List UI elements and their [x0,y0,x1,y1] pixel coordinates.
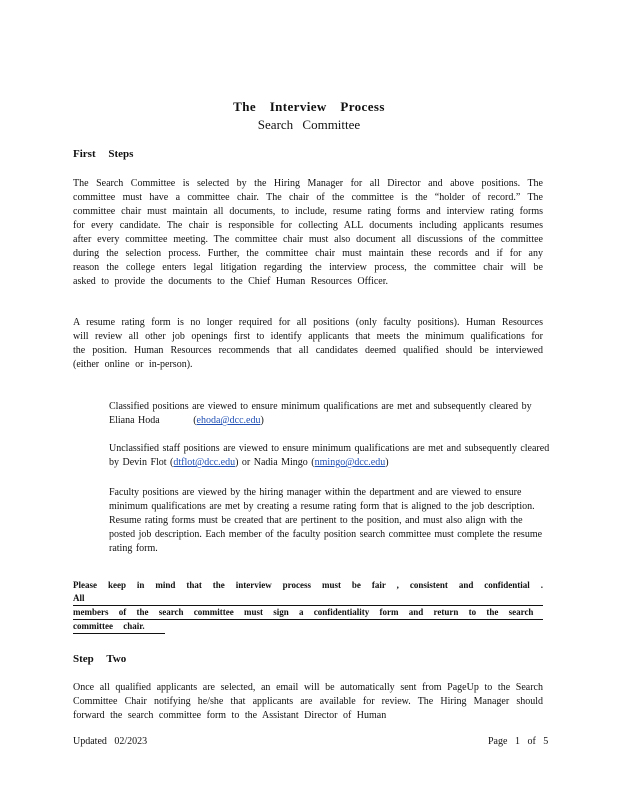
resume-rating-paragraph: A resume rating form is no longer required for all positions (only faculty positions). Human Resources will review all other job openings first to identify applicants that meets the minimum qualifications for the position. Human Resources recommends that all candidates deemed qualified should be interviewed (either online or in-person). [73,317,543,370]
step-two-paragraph: Once all qualified applicants are selected, an email will be automatically sent from PageUp to the Search Committee Chair notifying he/she that applicants are available for review. The Hiring Manager should forward the search committee form to the Assistant Director of Human [73,682,543,721]
first-steps-heading: First Steps [73,148,134,160]
footer-page-number: Page 1 of 5 [488,736,549,747]
email-dtflot-link[interactable]: dtflot@dcc.edu [173,457,236,468]
bullet-faculty [90,486,550,556]
note-line-3: committee chair. [73,620,165,634]
document-subtitle: Search Committee [257,117,361,132]
step-two-heading: Step Two [73,653,127,665]
bullet-unclassified: Unclassified staff positions are viewed to ensure minimum qualifications are met and subsequently cleared by Devin Flot (dtflot@dcc.edu) or Nadia Mingo (nmingo@dcc.edu) [109,443,550,468]
email-ehoda-link[interactable]: ehoda@dcc.edu [196,415,261,426]
footer-updated: Updated 02/2023 [73,736,148,747]
bullet-classified: Classified positions are viewed to ensure minimum qualifications are met and subsequently cleared by Eliana Hoda (ehoda@dcc.edu) [109,401,532,426]
note-line-2: members of the search committee must sign a confidentiality form and return to the search [73,606,543,620]
document-title: The Interview Process [233,99,385,114]
email-nmingo-link[interactable]: nmingo@dcc.edu [314,457,386,468]
first-steps-paragraph: The Search Committee is selected by the Hiring Manager for all Director and above positions. The committee must have a committee chair. The chair of the committee is the “holder of record.” The committee chair must maintain all documents, to include, resume rating forms and interview rating forms for every candidate. The chair is responsible for collecting ALL documents including applicants resumes after every committee meeting. The committee chair must also document all discussions of the committee during the selection process. Further, the committee chair must maintain these records and if for any reason the college enters legal litigation regarding the interview process, the committee chair will be asked to provide the documents to the Chief Human Resources Officer. [73,178,543,287]
confidentiality-note [73,579,543,634]
bullet-faculty-text: Faculty positions are viewed by the hiring manager within the department and are viewed to ensure minimum qualifications are met by creating a resume rating form that is aligned to the job description. Resume rating forms must be created that are pertinent to the position, and must also align with the posted job description. Each member of the faculty position search committee must complete the resume rating form. [109,487,543,554]
bullet-unclassified-text: Unclassified staff positions are viewed to ensure minimum qualifications are met and subsequently cleared by Devin Flot ( [109,443,550,468]
bullet-classified-text: Classified positions are viewed to ensure minimum qualifications are met and subsequently cleared by Eliana Hoda [109,401,532,426]
bullet-unclassified-middle: ) or Nadia Mingo ( [235,457,315,468]
note-line-1: Please keep in mind that the interview process must be fair , consistent and confidential . All [73,579,543,606]
